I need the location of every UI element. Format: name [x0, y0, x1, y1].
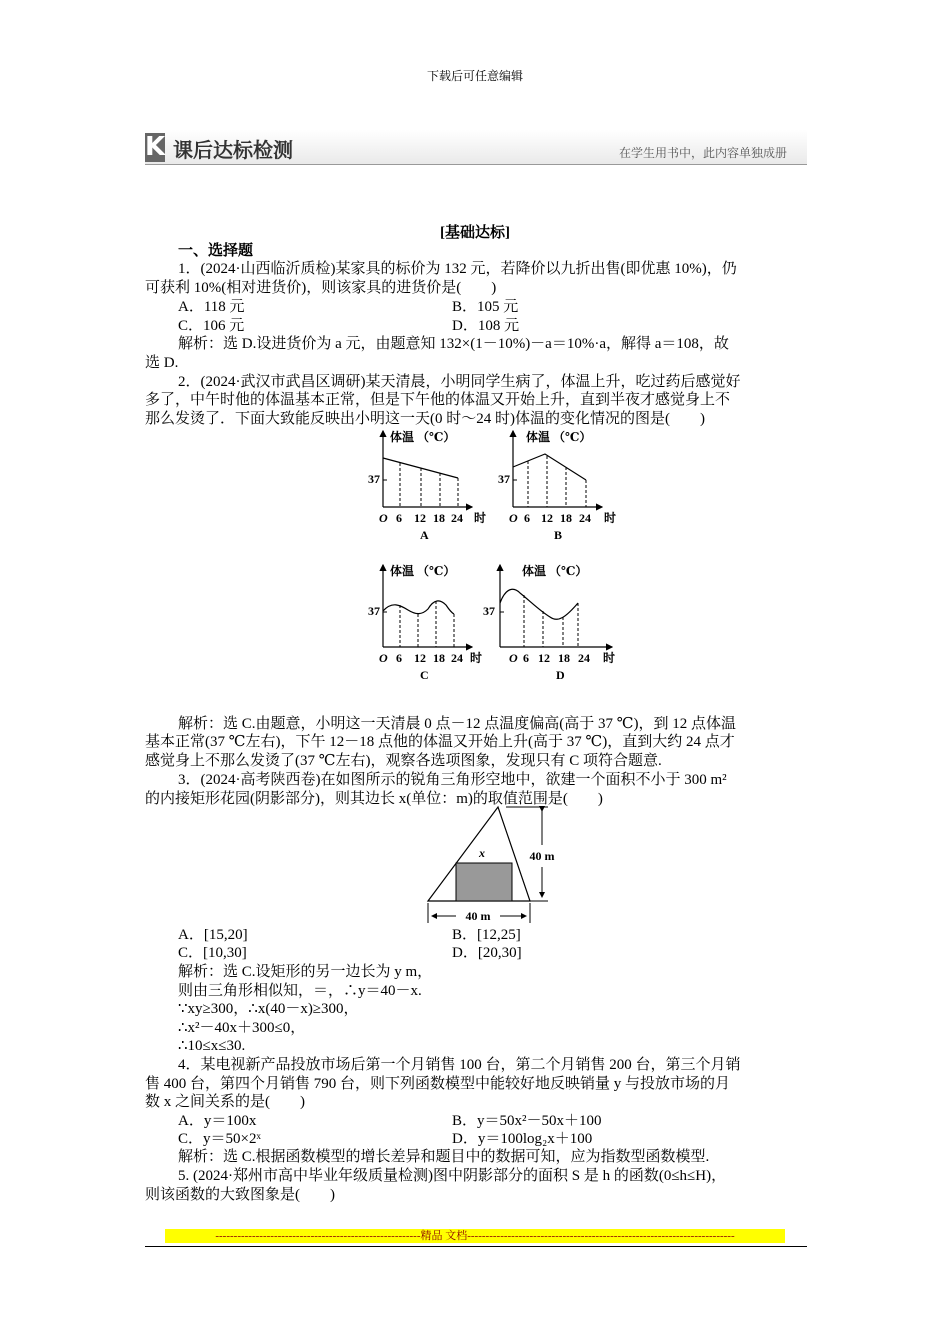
graph-c-xtick-24: 24	[451, 651, 463, 665]
q1-line2: 可获利 10%(相对进货价)，则该家具的进货价是( )	[145, 280, 497, 296]
graph-c-xtick-6: 6	[396, 651, 402, 665]
graph-d-xtick-24: 24	[578, 651, 590, 665]
graph-b-xtick-12: 12	[541, 511, 553, 525]
part-one-title: 一、选择题	[178, 243, 254, 259]
section-banner	[145, 130, 807, 165]
q5-line1: 5. (2024·郑州市高中毕业年级质量检测)图中阴影部分的面积 S 是 h 的函数(0≤h≤H)，	[178, 1168, 727, 1184]
q3-option-d: D．[20,30]	[452, 945, 522, 961]
graph-d-caption: D	[556, 668, 565, 682]
graph-c-ytick: 37	[368, 604, 380, 618]
graph-a-xtick-18: 18	[433, 511, 445, 525]
graph-a-ytick: 37	[368, 472, 380, 486]
graph-d-xtick-6: 6	[523, 651, 529, 665]
graph-b-ylabel: 体温 （℃）	[526, 430, 592, 444]
q3-option-c: C．[10,30]	[178, 945, 247, 961]
graph-c-xunit: 时	[470, 651, 483, 665]
graph-a-xtick-24: 24	[451, 511, 463, 525]
footer-divider	[145, 1246, 807, 1247]
q3-solution-line5: ∴10≤x≤30.	[178, 1038, 246, 1054]
graph-a-xtick-12: 12	[414, 511, 426, 525]
graph-a-caption: A	[420, 528, 429, 542]
banner-k-logo: K	[145, 132, 166, 162]
q3-solution-line1: 解析：选 C.设矩形的另一边长为 y m，	[178, 964, 433, 980]
q2-line2: 多了，中午时他的体温基本正常，但是下午他的体温又开始上升，直到半夜才感觉身上不	[145, 392, 731, 408]
shaded-rectangle	[456, 863, 512, 901]
q1-option-c: C．106 元	[178, 318, 245, 334]
graph-c-ylabel: 体温 （℃）	[390, 564, 456, 578]
banner-note: 在学生用书中，此内容单独成册	[618, 146, 787, 160]
q2-solution-line3: 感觉身上不那么发烫了(37 ℃左右)，观察各选项图象，发现只有 C 项符合题意.	[145, 753, 662, 769]
graph-b-caption: B	[554, 528, 563, 542]
graph-b-xtick-6: 6	[524, 511, 530, 525]
graph-d	[483, 563, 615, 682]
graph-b-xunit: 时	[604, 511, 617, 525]
q4-option-a: A．y＝100x	[178, 1113, 257, 1129]
graph-b	[498, 429, 616, 542]
q4-solution-line1: 解析：选 C.根据函数模型的增长差异和题目中的数据可知，应为指数型函数模型.	[178, 1149, 710, 1165]
q1-option-b: B．105 元	[452, 299, 519, 315]
banner-divider	[145, 164, 807, 165]
banner-title: 课后达标检测	[173, 138, 293, 162]
q5-line2: 则该函数的大致图象是( )	[145, 1187, 335, 1203]
q3-line1: 3．(2024·高考陕西卷)在如图所示的锐角三角形空地中，欲建一个面积不小于 300 m²	[178, 772, 727, 788]
graph-c-curve	[383, 601, 454, 614]
q4-line1: 4．某电视新产品投放市场后第一个月销售 100 台，第二个月销售 200 台，第三个月销	[178, 1057, 741, 1073]
graph-b-xtick-24: 24	[579, 511, 591, 525]
q4-option-b: B．y＝50x²－50x＋100	[452, 1113, 602, 1129]
q1-line1: 1．(2024·山西临沂质检)某家具的标价为 132 元，若降价以九折出售(即优惠 10%)，仍	[178, 261, 737, 277]
graph-a-xunit: 时	[474, 511, 487, 525]
q4-line3: 数 x 之间关系的是( )	[145, 1094, 305, 1110]
q3-solution-line3: ∵xy≥300，∴x(40－x)≥300，	[178, 1001, 359, 1017]
q2-line1: 2．(2024·武汉市武昌区调研)某天清晨，小明同学生病了，体温上升，吃过药后感觉好	[178, 374, 741, 390]
q3-solution-line4: ∴x²－40x＋300≤0，	[178, 1020, 306, 1036]
q4-option-d: D．y＝100log₂x＋100	[452, 1131, 593, 1147]
q3-option-a: A．[15,20]	[178, 927, 248, 943]
graph-d-xtick-12: 12	[538, 651, 550, 665]
graph-b-xtick-18: 18	[560, 511, 572, 525]
graph-c-xtick-12: 12	[414, 651, 426, 665]
q1-solution-line2: 选 D.	[145, 355, 179, 371]
graph-c-xtick-18: 18	[433, 651, 445, 665]
graph-b-origin: O	[509, 511, 518, 525]
q3-line2: 的内接矩形花园(阴影部分)，则其边长 x(单位：m)的取值范围是( )	[145, 791, 603, 807]
triangle-base-label: 40 m	[465, 909, 491, 923]
q4-line2: 售 400 台，第四个月销售 790 台，则下列函数模型中能较好地反映销量 y 与投放市场的月	[145, 1076, 731, 1092]
graph-a-xtick-6: 6	[396, 511, 402, 525]
graph-d-origin: O	[509, 651, 518, 665]
q1-option-a: A．118 元	[178, 299, 245, 315]
q1-solution-line1: 解析：选 D.设进货价为 a 元，由题意知 132×(1－10%)－a＝10%·a，解得 a＝108，故	[178, 336, 729, 352]
graph-d-ylabel: 体温 （℃）	[522, 564, 588, 578]
q3-solution-line2: 则由三角形相似知，＝，∴y＝40－x.	[178, 983, 422, 999]
graph-d-xunit: 时	[603, 651, 616, 665]
graph-d-curve	[500, 589, 578, 619]
q3-option-b: B．[12,25]	[452, 927, 521, 943]
header-note: 下载后可任意编辑	[426, 69, 523, 83]
graph-c-caption: C	[420, 668, 429, 682]
q4-option-c: C．y＝50×2ˣ	[178, 1131, 261, 1147]
graph-d-ytick: 37	[483, 604, 495, 618]
temperature-graphs	[360, 425, 640, 695]
triangle-height-label: 40 m	[529, 849, 555, 863]
graph-d-xtick-18: 18	[558, 651, 570, 665]
graph-b-curve	[513, 454, 586, 480]
graph-a-origin: O	[379, 511, 388, 525]
triangle-x-label: x	[479, 846, 485, 860]
section-title: [基础达标]	[440, 225, 510, 241]
graph-c-origin: O	[379, 651, 388, 665]
graph-b-ytick: 37	[498, 472, 510, 486]
graph-a	[368, 429, 486, 542]
q1-option-d: D．108 元	[452, 318, 520, 334]
footer-watermark: --------------------------------------------------------精品 文档-------------------------------------------------------------------------	[165, 1229, 785, 1243]
q2-solution-line2: 基本正常(37 ℃左右)，下午 12－18 点他的体温又开始上升(高于 37 ℃)，直到大约 24 点才	[145, 734, 735, 750]
q2-solution-line1: 解析：选 C.由题意，小明这一天清晨 0 点－12 点温度偏高(高于 37 ℃)，到 12 点体温	[178, 716, 737, 732]
triangle-figure	[420, 805, 570, 925]
graph-a-ylabel: 体温 （℃）	[390, 430, 456, 444]
q2-line3: 那么发烫了．下面大致能反映出小明这一天(0 时～24 时)体温的变化情况的图是( )	[145, 411, 705, 427]
graph-c	[368, 563, 482, 682]
